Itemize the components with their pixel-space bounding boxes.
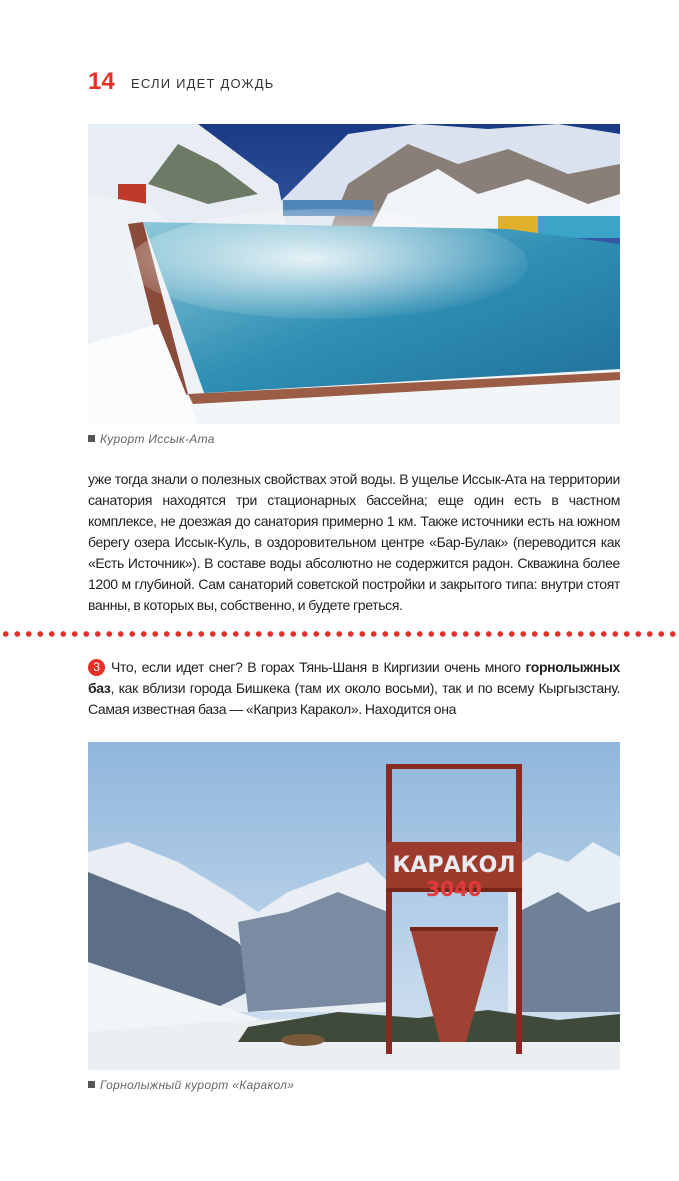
paragraph-hot-springs: уже тогда знали о полезных свойствах этой воды. В ущелье Иссык-Ата на территории санатория находятся три стационарных бассейна; еще один есть в частном комплексе, не доезжая до санатория примерно 1 км. Также источники есть на южном берегу озера Иссык-Куль, в оздоровительном центре «Бар-Булак» (переводится как «Есть Источник»). В составе воды абсолютно не содержится радон. Скважина более 1200 м глубиной. Сам санаторий советской постройки и закрытого типа: внутри стоят ванны, в которых вы, собственно, и будете греться. <box>88 471 620 613</box>
photo-issyk-ata <box>88 124 620 424</box>
paragraph2-text-after: , как вблизи города Бишкека (там их около восьми), так и по всему Кыргызстану. Самая известная база — «Каприз Каракол». Находится она <box>88 680 620 717</box>
paragraph2-bold: горнолыжных баз <box>88 659 620 696</box>
photo2-caption-text: Горнолыжный курорт «Каракол» <box>100 1078 295 1092</box>
paragraph2-text-before: Что, если идет снег? В горах Тянь-Шаня в Киргизии очень много <box>111 659 526 675</box>
caption-square-icon <box>88 1081 95 1088</box>
item-number-badge: 3 <box>88 659 105 676</box>
caption-square-icon <box>88 435 95 442</box>
photo1-caption <box>88 432 215 447</box>
photo-karakol <box>88 742 620 1070</box>
photo2-caption <box>88 1078 294 1093</box>
page-number: 14 <box>88 68 115 95</box>
photo1-caption-text: Курорт Иссык-Ата <box>100 432 215 446</box>
dotted-separator <box>0 630 679 638</box>
paragraph-ski-resorts <box>88 657 620 720</box>
sign-word: КАРАКОЛ <box>392 853 516 878</box>
sign-number: 3040 <box>426 877 482 901</box>
section-title: ЕСЛИ ИДЕТ ДОЖДЬ <box>131 76 275 91</box>
